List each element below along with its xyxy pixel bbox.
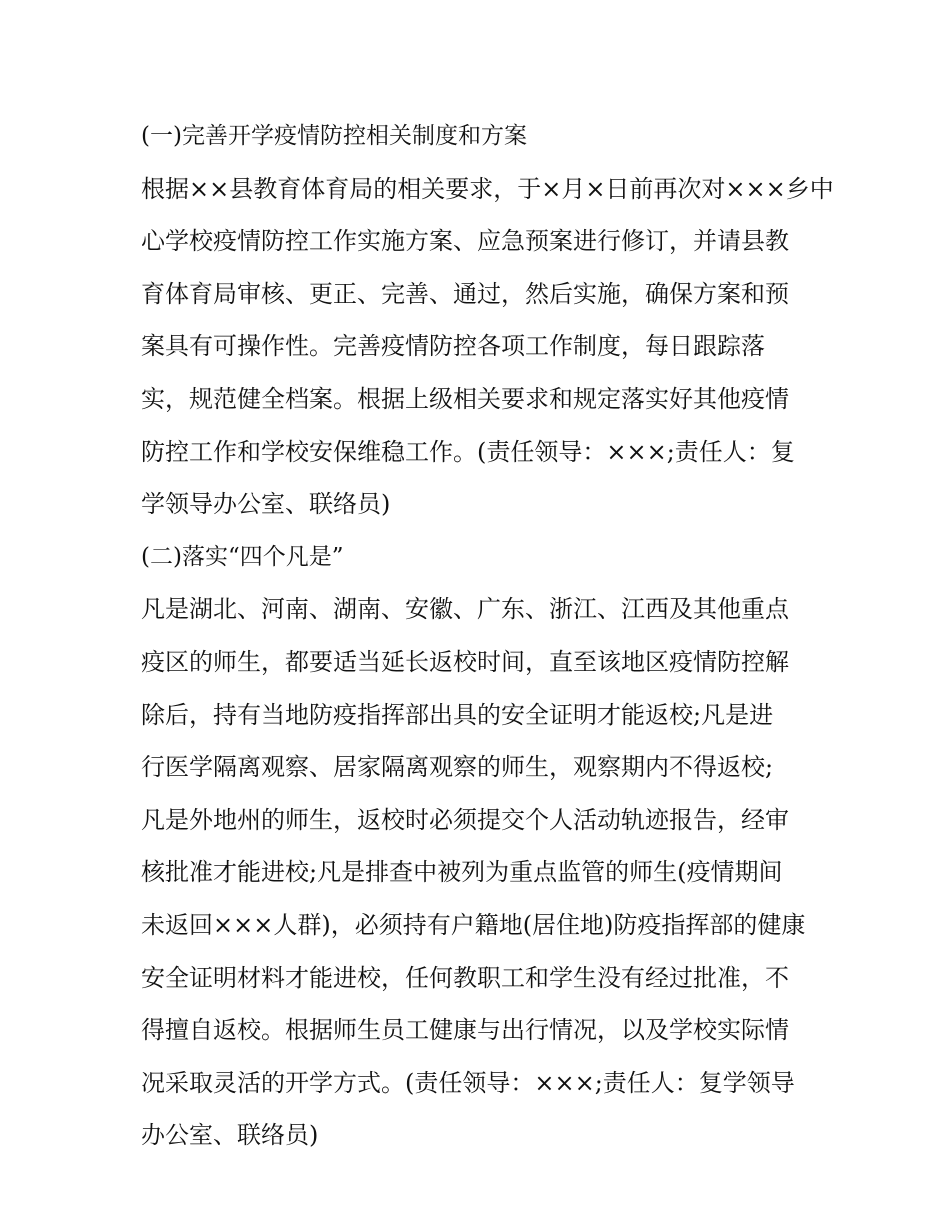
document-body: [141, 110, 834, 1162]
paragraph-line: 实，规范健全档案。根据上级相关要求和规定落实好其他疫情: [141, 384, 789, 413]
paragraph-line: 未返回×××人群)，必须持有户籍地(居住地)防疫指挥部的健康: [141, 910, 806, 939]
paragraph-line: 凡是外地州的师生，返校时必须提交个人活动轨迹报告，经审: [141, 805, 789, 834]
paragraph-line: 除后，持有当地防疫指挥部出具的安全证明才能返校;凡是进: [141, 700, 774, 729]
paragraph-line: 学领导办公室、联络员): [141, 490, 391, 519]
paragraph-line: 根据××县教育体育局的相关要求，于×月×日前再次对×××乡中: [141, 174, 834, 203]
section-heading-1: (一)完善开学疫情防控相关制度和方案: [141, 123, 527, 149]
paragraph-line: 安全证明材料才能进校，任何教职工和学生没有经过批准，不: [141, 963, 789, 992]
section-heading-2: (二)落实“四个凡是”: [141, 543, 344, 570]
paragraph-line: 心学校疫情防控工作实施方案、应急预案进行修订，并请县教: [141, 227, 789, 256]
paragraph-line: 凡是湖北、河南、湖南、安徽、广东、浙江、江西及其他重点: [141, 595, 789, 624]
paragraph-line: 防控工作和学校安保维稳工作。(责任领导：×××;责任人：复: [141, 437, 795, 466]
paragraph-line: 况采取灵活的开学方式。(责任领导：×××;责任人：复学领导: [141, 1068, 795, 1097]
paragraph-line: 办公室、联络员): [141, 1121, 319, 1150]
paragraph-line: 育体育局审核、更正、完善、通过，然后实施，确保方案和预: [141, 279, 789, 308]
paragraph-line: 疫区的师生，都要适当延长返校时间，直至该地区疫情防控解: [141, 647, 789, 676]
paragraph-line: 行医学隔离观察、居家隔离观察的师生，观察期内不得返校;: [141, 753, 774, 782]
paragraph-line: 核批准才能进校;凡是排查中被列为重点监管的师生(疫情期间: [141, 858, 783, 887]
paragraph-line: 案具有可操作性。完善疫情防控各项工作制度，每日跟踪落: [141, 332, 765, 361]
paragraph-line: 得擅自返校。根据师生员工健康与出行情况，以及学校实际情: [141, 1016, 789, 1045]
